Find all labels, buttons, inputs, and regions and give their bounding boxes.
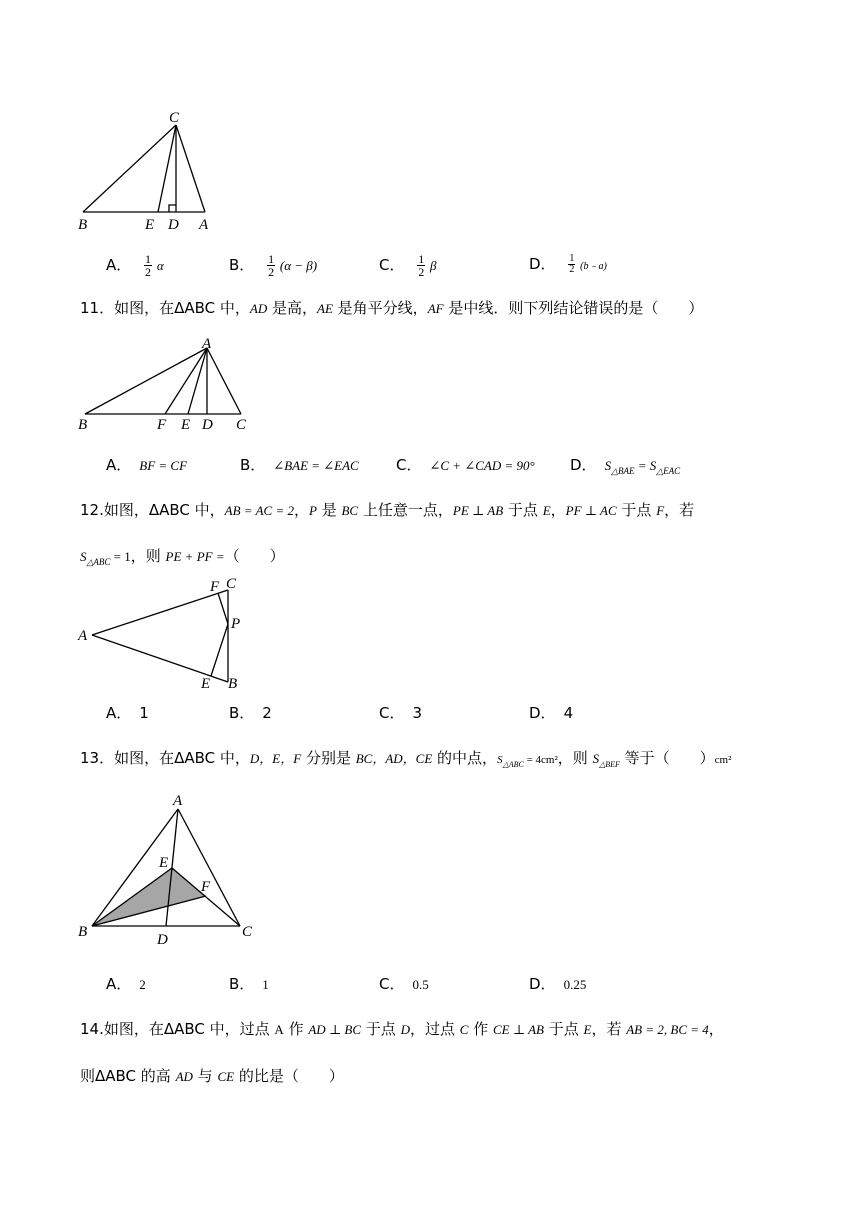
q12-label-c: C — [226, 576, 237, 592]
q10-option-b[interactable]: B． $\frac{1}{2}$ (α − β) — [229, 252, 318, 279]
q10-label-e: E — [145, 217, 155, 233]
q11-option-a[interactable]: A． BF = CF — [106, 456, 188, 474]
q12-option-d[interactable]: D． 4 — [529, 704, 574, 722]
q10-figure — [70, 105, 230, 235]
q10-option-d[interactable]: D． $\frac{1}{2}$ (b﹣a) — [529, 253, 607, 275]
q13-label-b: B — [78, 924, 88, 940]
q10-option-c[interactable]: C． $\frac{1}{2}$ β — [379, 252, 437, 279]
q13-figure — [70, 785, 270, 950]
q11-option-b[interactable]: B． ∠BAE = ∠EAC — [240, 456, 359, 474]
q13-label-d: D — [157, 932, 168, 948]
q12-label-f: F — [210, 579, 220, 595]
q13-option-b[interactable]: B． 1 — [229, 975, 269, 993]
q13-option-c[interactable]: C． 0.5 — [379, 975, 429, 993]
q10-label-b: B — [78, 217, 88, 233]
q11-label-b: B — [78, 417, 88, 433]
q11-option-c[interactable]: C． ∠C + ∠CAD = 90° — [396, 456, 535, 474]
q11-label-d: D — [202, 417, 213, 433]
q12-option-b[interactable]: B． 2 — [229, 704, 272, 722]
q10-label-d: D — [168, 217, 179, 233]
q14-stem: 14.如图，在ΔABC 中，过点 A 作 AD ⊥ BC 于点 D，过点 C 作 CE ⊥ AB 于点 E，若 AB = 2, BC = 4， — [80, 1020, 724, 1038]
fraction: $\frac{1}{2}$ — [145, 252, 152, 279]
q11-stem: 11．如图，在ΔABC 中，AD 是高，AE 是角平分线，AF 是中线．则下列结论错误的是（ ） — [80, 299, 704, 317]
q11-label-e: E — [181, 417, 191, 433]
q10-label-c: C — [169, 110, 180, 126]
q12-option-a[interactable]: A． 1 — [106, 704, 149, 722]
q12-label-e: E — [201, 676, 211, 692]
q13-stem: 13．如图，在ΔABC 中，D，E，F 分别是 BC，AD，CE 的中点，$S_{\triangle ABC} = 4cm^2$，则 $S_{\triangle BEF}$ 等于（ ）cm² — [80, 749, 732, 769]
q13-label-a: A — [173, 793, 183, 809]
q13-option-a[interactable]: A． 2 — [106, 975, 146, 993]
q12-option-c[interactable]: C． 3 — [379, 704, 423, 722]
fraction: $\frac{1}{2}$ — [418, 252, 425, 279]
q12-label-b: B — [228, 676, 238, 692]
q13-shaded-region — [92, 868, 206, 926]
q12-figure — [70, 572, 260, 697]
q12-stem-line2: $S_{\triangle ABC} = 1$，则 PE + PF =（ ） — [80, 547, 285, 567]
q13-option-d[interactable]: D． 0.25 — [529, 975, 587, 993]
q10-option-a[interactable]: A． $\frac{1}{2}$ α — [106, 252, 164, 279]
q11-label-a: A — [202, 336, 212, 352]
q13-label-c: C — [242, 924, 253, 940]
q12-stem: 12.如图，ΔABC 中，AB = AC = 2，P 是 BC 上任意一点，PE ⊥ AB 于点 E，PF ⊥ AC 于点 F，若 — [80, 501, 695, 519]
q13-label-e: E — [159, 855, 169, 871]
q12-label-a: A — [78, 628, 88, 644]
q11-option-d[interactable]: D． $S_{\triangle BAE} = S_{\triangle EAC}$ — [570, 456, 681, 476]
q14-stem-line2: 则ΔABC 的高 AD 与 CE 的比是（ ） — [80, 1067, 344, 1085]
fraction: $\frac{1}{2}$ — [569, 253, 575, 275]
q11-label-f: F — [157, 417, 167, 433]
fraction: $\frac{1}{2}$ — [268, 252, 275, 279]
q11-figure — [70, 333, 270, 438]
q12-label-p: P — [231, 616, 241, 632]
q13-label-f: F — [201, 879, 211, 895]
q10-label-a: A — [199, 217, 209, 233]
q11-label-c: C — [236, 417, 247, 433]
